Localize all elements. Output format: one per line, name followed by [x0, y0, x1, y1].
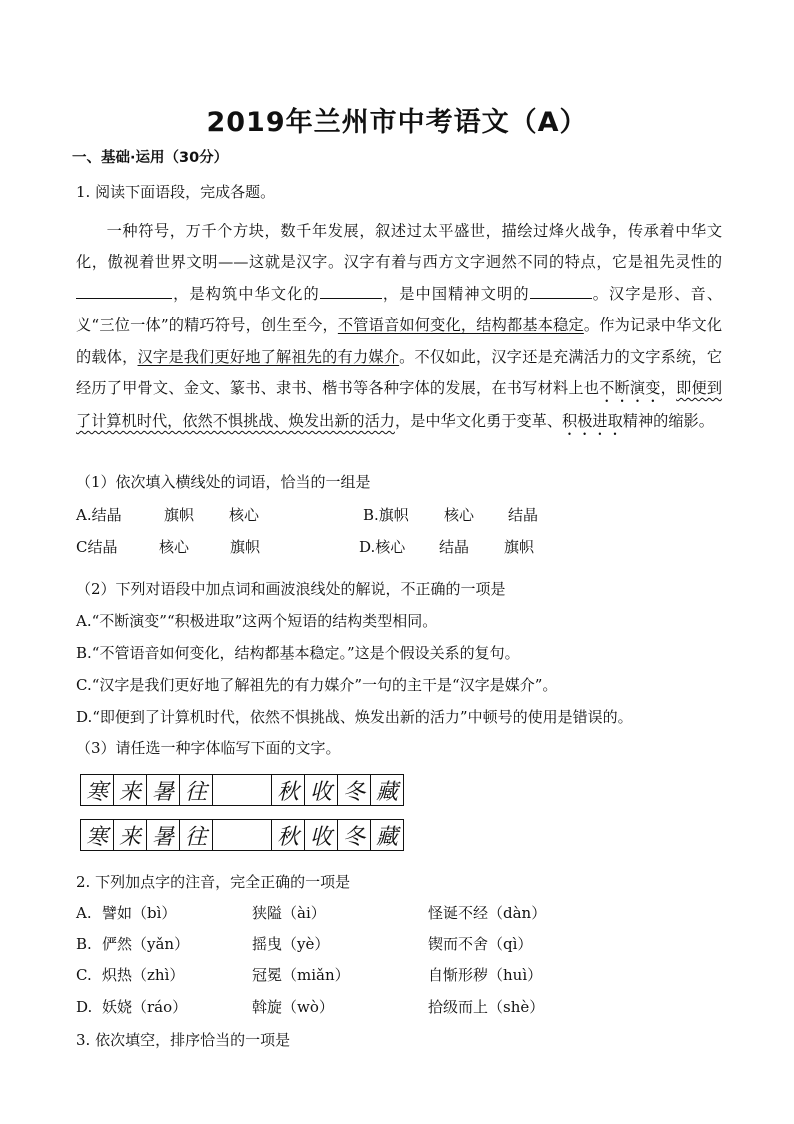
option-letter: C.: [76, 966, 92, 984]
calligraphy-gap: [213, 820, 272, 850]
question-2-prompt: 2. 下列加点字的注音，完全正确的一项是: [76, 873, 351, 891]
pinyin-item: 俨然（yǎn）: [102, 935, 190, 953]
calligraphy-char: 藏: [375, 779, 398, 805]
calligraphy-sample-row-2: [80, 819, 404, 851]
pinyin-item: 拾级而上（shè）: [428, 998, 545, 1016]
passage-text: 。汉字是形、音、义“三位一体”的精巧符号，创生至今，: [76, 284, 723, 335]
subquestion-2-option-c: C.“汉字是我们更好地了解祖先的有力媒介”一句的主干是“汉字是媒介”。: [76, 676, 558, 694]
option-word: 核心: [229, 506, 260, 524]
section-heading: 一、基础·运用（30分）: [72, 150, 229, 166]
subquestion-2-option-b: B.“不管语音如何变化，结构都基本稳定。”这是个假设关系的复句。: [76, 644, 520, 662]
pinyin-item: 譬如（bì）: [102, 904, 177, 922]
fill-blank-3: [530, 282, 592, 299]
underlined-sentence-2: 汉字是我们更好地了解祖先的有力媒介: [137, 347, 400, 366]
calligraphy-char: 收: [305, 775, 338, 805]
option-label: A.结晶: [76, 506, 122, 524]
subquestion-3-prompt: （3）请任选一种字体临写下面的文字。: [76, 739, 341, 757]
calligraphy-char: 藏: [375, 824, 398, 850]
page-title: 2019年兰州市中考语文（A）: [206, 107, 588, 138]
option-word: 结晶: [439, 538, 470, 556]
option-a: [76, 505, 122, 525]
option-word: 旗帜: [504, 538, 535, 556]
reading-passage: [76, 216, 722, 439]
dotted-phrase-1: 不断演变: [599, 379, 661, 398]
passage-text: ，是中华文化勇于变革、: [394, 412, 562, 431]
pinyin-item: 锲而不舍（qì）: [428, 935, 533, 953]
option-word: 核心: [159, 538, 190, 556]
pinyin-item: 冠冕（miǎn）: [252, 966, 350, 984]
calligraphy-char: 寒: [81, 820, 114, 850]
pinyin-item: 斡旋（wò）: [252, 998, 334, 1016]
option-word: 结晶: [508, 506, 539, 524]
subquestion-2-prompt: （2）下列对语段中加点词和画波浪线处的解说，不正确的一项是: [76, 580, 506, 598]
calligraphy-char: 收: [305, 820, 338, 850]
option-word: 核心: [444, 506, 475, 524]
calligraphy-char: 秋: [272, 820, 305, 850]
calligraphy-char: 来: [114, 820, 147, 850]
passage-text: ，是构筑中华文化的: [172, 284, 320, 303]
fill-blank-1: [76, 282, 172, 299]
calligraphy-char: 冬: [338, 775, 371, 805]
calligraphy-char: 来: [114, 775, 147, 805]
option-b: B.旗帜: [363, 506, 409, 524]
option-letter: A.: [76, 904, 92, 922]
subquestion-1-prompt: （1）依次填入横线处的词语，恰当的一组是: [76, 473, 371, 491]
wavy-underlined-phrase: 即便到了计算机时代，依然不惧挑战、焕发出新的活力: [76, 379, 723, 431]
passage-text: 。作为记录中华文化的载体，: [76, 316, 723, 366]
option-letter: D.: [76, 998, 93, 1016]
option-c: C结晶: [76, 538, 118, 556]
pinyin-item: 自惭形秽（huì）: [428, 966, 543, 984]
option-word: 旗帜: [230, 538, 261, 556]
passage-text: ，: [660, 379, 677, 398]
calligraphy-char: 寒: [81, 775, 114, 805]
calligraphy-char: 往: [180, 820, 213, 850]
passage-text: ，是中国精神文明的: [381, 284, 530, 303]
calligraphy-char: 暑: [147, 775, 180, 805]
question-3-prompt: 3. 依次填空，排序恰当的一项是: [76, 1031, 291, 1049]
passage-text: 一种符号，万千个方块，数千年发展，叙述过太平盛世，描绘过烽火战争，传承着中华文化，傲视着世界文明——这就是汉字。汉字有着与西方文字迥然不同的特点，它是祖先灵性的: [76, 222, 722, 272]
calligraphy-sample-row-1: [80, 774, 404, 806]
pinyin-item: 怪诞不经（dàn）: [428, 904, 547, 922]
passage-text: 精神的缩影。: [622, 412, 714, 431]
option-letter: B.: [76, 935, 92, 953]
calligraphy-char: 冬: [338, 820, 371, 850]
calligraphy-char: 秋: [272, 775, 305, 805]
subquestion-2-option-a: A.“不断演变”“积极进取”这两个短语的结构类型相同。: [76, 612, 438, 630]
calligraphy-char: 暑: [147, 820, 180, 850]
dotted-phrase-2: 积极进取: [562, 412, 623, 431]
pinyin-item: 摇曳（yè）: [252, 935, 330, 953]
calligraphy-char: 往: [180, 775, 213, 805]
option-word: 旗帜: [164, 506, 195, 524]
passage-text: 。不仅如此，汉字还是充满活力的文字系统，它经历了甲骨文、金文、篆书、隶书、楷书等各种字体的发展，在书写材料上也: [76, 347, 723, 398]
option-d: D.核心: [359, 538, 406, 556]
pinyin-item: 炽热（zhì）: [102, 966, 185, 984]
calligraphy-gap: [213, 775, 272, 805]
subquestion-2-option-d: D.“即便到了计算机时代，依然不惧挑战、焕发出新的活力”中顿号的使用是错误的。: [76, 708, 633, 726]
pinyin-item: 狭隘（ài）: [252, 904, 326, 922]
fill-blank-2: [320, 282, 382, 299]
question-1-prompt: 1. 阅读下面语段，完成各题。: [76, 183, 276, 201]
pinyin-item: 妖娆（ráo）: [102, 998, 188, 1016]
underlined-sentence-1: 不管语音如何变化，结构都基本稳定: [337, 316, 584, 335]
